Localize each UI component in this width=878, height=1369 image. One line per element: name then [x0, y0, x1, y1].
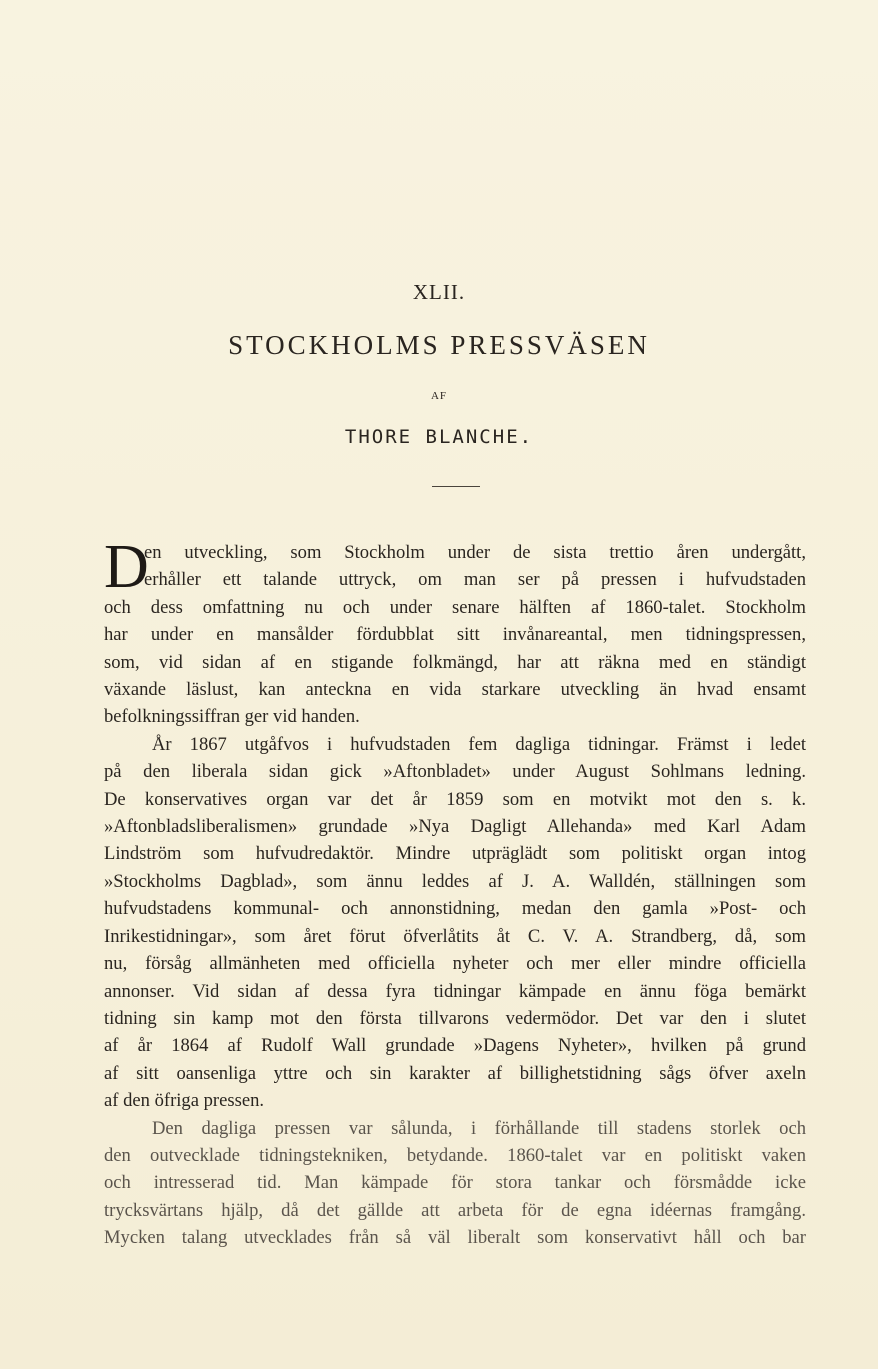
text-line: Lindström som hufvudredaktör. Mindre utpräglädt som politiskt organ intog	[104, 843, 806, 865]
text-line: annonser. Vid sidan af dessa fyra tidningar kämpade en ännu föga bemärkt	[104, 980, 806, 1002]
body-text	[104, 533, 806, 1252]
text-line: och intresserad tid. Man kämpade för stora tankar och försmådde icke	[104, 1172, 806, 1194]
text-line: af den öfriga pressen.	[104, 1090, 265, 1112]
text-line: den outvecklade tidningstekniken, betydande. 1860-talet var en politiskt vaken	[104, 1144, 806, 1166]
text-line: af sitt oansenliga yttre och sin karakter af billighetstidning sågs öfver axeln	[104, 1062, 806, 1084]
byline-prefix: AF	[430, 390, 448, 402]
text-line: Mycken talang utvecklades från så väl liberalt som konservativt håll och bar	[104, 1227, 806, 1249]
text-line: befolkningssiffran ger vid handen.	[104, 706, 360, 728]
text-line: som, vid sidan af en stigande folkmängd, har att räkna med en ständigt	[104, 651, 806, 673]
title-divider	[432, 486, 480, 487]
text-line: växande läslust, kan anteckna en vida starkare utveckling än hvad ensamt	[104, 679, 806, 701]
text-line: Den dagliga pressen var sålunda, i förhållande till stadens storlek och	[152, 1117, 806, 1139]
text-line: nu, försåg allmänheten med officiella nyheter och mer eller mindre officiella	[104, 953, 806, 975]
drop-cap: D	[104, 533, 149, 601]
text-line: tidning sin kamp mot den första tillvarons vedermödor. Det var den i slutet	[104, 1007, 806, 1029]
text-line: trycksvärtans hjälp, då det gällde att arbeta för de egna idéernas framgång.	[104, 1199, 806, 1221]
chapter-title: STOCKHOLMS PRESSVÄSEN	[228, 330, 650, 360]
text-line: på den liberala sidan gick »Aftonbladet» under August Sohlmans ledning.	[104, 761, 806, 783]
text-line: År 1867 utgåfvos i hufvudstaden fem dagliga tidningar. Främst i ledet	[152, 733, 806, 755]
text-line: »Aftonbladsliberalismen» grundade »Nya Dagligt Allehanda» med Karl Adam	[104, 816, 806, 838]
text-line: en utveckling, som Stockholm under de sista trettio åren undergått,	[144, 542, 806, 563]
author-name: THORE BLANCHE.	[344, 426, 534, 448]
chapter-number: XLII.	[412, 280, 466, 304]
text-line: Inrikestidningar», som året förut öfverlåtits åt C. V. A. Strandberg, då, som	[104, 925, 806, 947]
text-line: »Stockholms Dagblad», som ännu leddes af J. A. Walldén, ställningen som	[104, 870, 806, 892]
text-line: af år 1864 af Rudolf Wall grundade »Dagens Nyheter», hvilken på grund	[104, 1035, 806, 1057]
text-line: har under en mansålder fördubblat sitt invånareantal, men tidningspressen,	[104, 624, 806, 646]
text-line: och dess omfattning nu och under senare hälften af 1860-talet. Stockholm	[104, 596, 806, 618]
text-line: erhåller ett talande uttryck, om man ser på pressen i hufvudstaden	[144, 569, 806, 591]
text-line: hufvudstadens kommunal- och annonstidning, medan den gamla »Post- och	[104, 898, 806, 920]
text-line: De konservatives organ var det år 1859 som en motvikt mot den s. k.	[104, 788, 806, 810]
